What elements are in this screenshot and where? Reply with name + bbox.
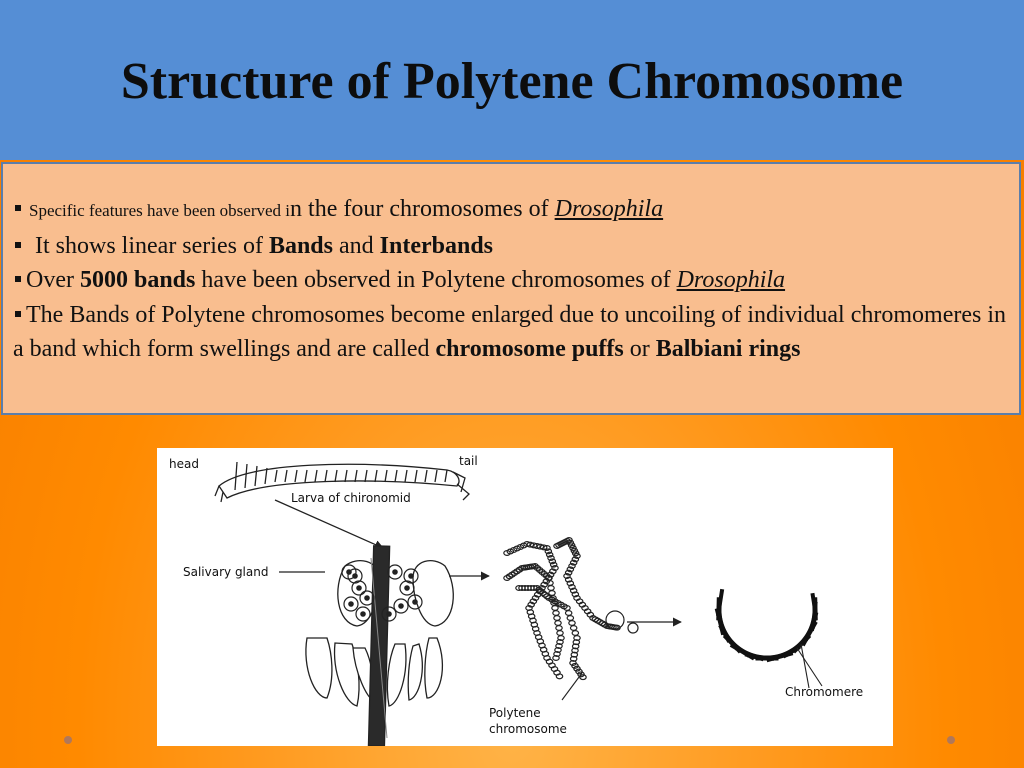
bullet-marker: [15, 311, 21, 317]
label-salivary-gland: Salivary gland: [183, 565, 269, 579]
bullet-text-box: [1, 162, 1021, 415]
label-polytene: Polytene: [489, 706, 541, 720]
bullet-3-text-mid: have been observed in Polytene chromosomes of: [195, 267, 677, 293]
label-head: head: [169, 457, 199, 471]
bullet-marker: [15, 242, 21, 248]
nav-dot-right: [947, 736, 955, 744]
bullet-3-text: Over: [26, 267, 80, 293]
label-chromomere: Chromomere: [785, 685, 864, 699]
bullet-2-text: It shows linear series of: [35, 232, 269, 259]
bullet-2: [13, 229, 1009, 264]
title-banner: [0, 0, 1024, 160]
bullet-1-species: Drosophila: [554, 196, 664, 222]
bullet-4-or: or: [623, 336, 656, 362]
polytene-figure: [157, 448, 893, 746]
salivary-gland-illustration: [306, 546, 453, 746]
nav-dot-left: [64, 736, 72, 744]
bullet-2-bold-bands: Bands: [268, 232, 333, 259]
bullet-2-and: and: [333, 232, 380, 259]
label-larva: Larva of chironomid: [291, 491, 411, 505]
bullet-4-text: The Bands of Polytene chromosomes become enlarged due to uncoiling of individual chromomeres in a band which form swellings and are called: [13, 301, 1006, 362]
bullet-4-bold-balbiani: Balbiani rings: [655, 336, 801, 362]
bullet-2-bold-interbands: Interbands: [379, 232, 494, 259]
bullet-3: [13, 263, 1009, 298]
label-tail: tail: [459, 454, 478, 468]
bullet-1-small-text: Specific features have been observed i: [29, 201, 291, 220]
page-title: Structure of Polytene Chromosome: [120, 53, 904, 110]
bullet-marker: [15, 205, 21, 211]
bullet-3-bold-count: 5000 bands: [79, 267, 196, 293]
bullet-4: [13, 298, 1009, 367]
bullet-1: [13, 192, 1009, 229]
bullet-3-species: Drosophila: [676, 267, 786, 293]
polytene-chromosome-illustration: [504, 538, 638, 680]
label-chromosome: chromosome: [489, 722, 567, 736]
bullet-1-text: n the four chromosomes of: [290, 196, 555, 222]
bullet-marker: [15, 276, 21, 282]
figure-illustration: [157, 448, 893, 746]
bullet-4-bold-puffs: chromosome puffs: [435, 336, 624, 362]
